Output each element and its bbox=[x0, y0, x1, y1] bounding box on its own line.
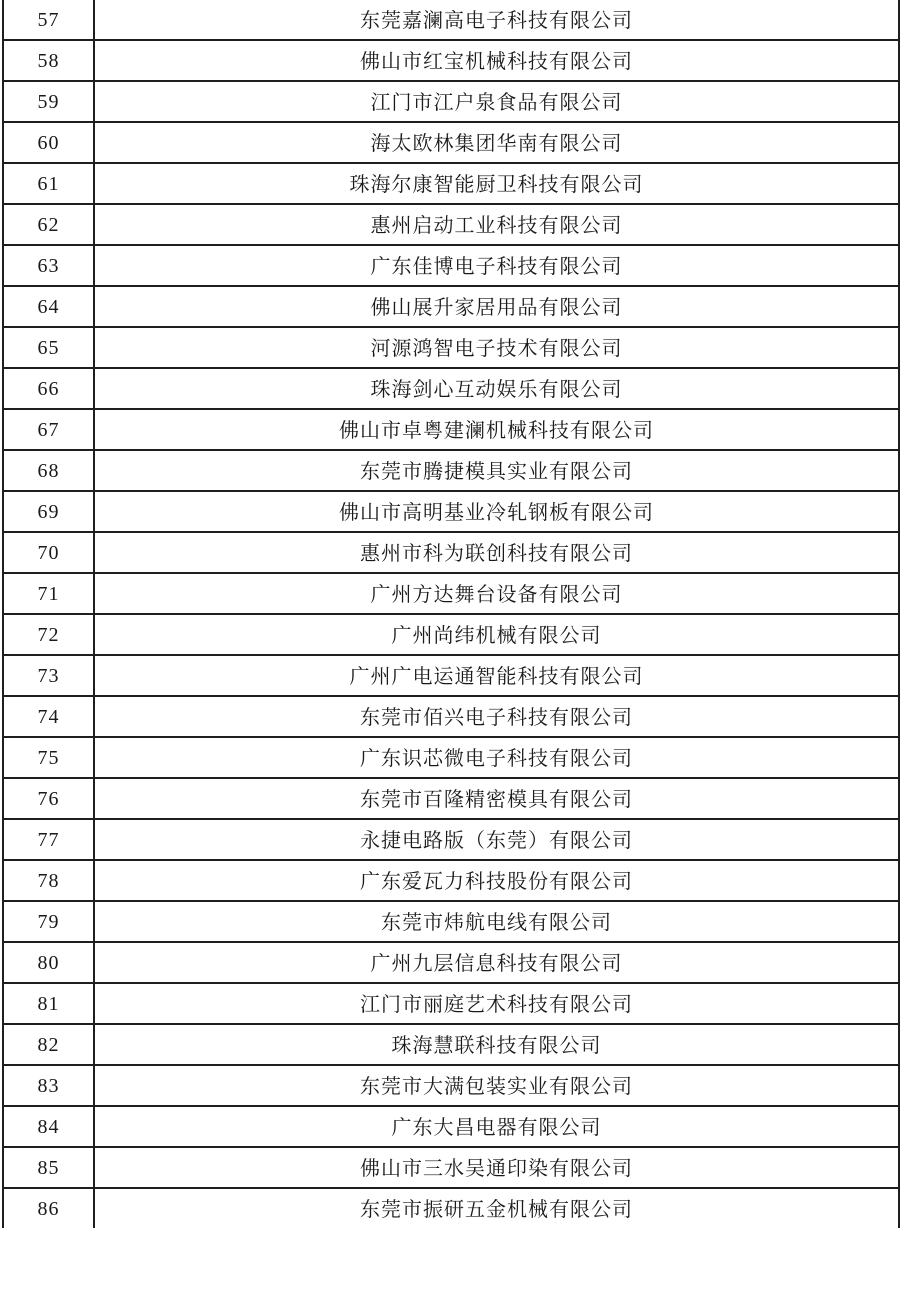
row-number: 75 bbox=[3, 737, 94, 778]
table-row bbox=[3, 983, 899, 1024]
table-row bbox=[3, 1147, 899, 1188]
table-row bbox=[3, 573, 899, 614]
row-number: 85 bbox=[3, 1147, 94, 1188]
table-row bbox=[3, 1188, 899, 1228]
row-number: 67 bbox=[3, 409, 94, 450]
row-number: 82 bbox=[3, 1024, 94, 1065]
company-name: 广东佳博电子科技有限公司 bbox=[94, 245, 899, 286]
row-number: 66 bbox=[3, 368, 94, 409]
table-row bbox=[3, 1106, 899, 1147]
row-number: 65 bbox=[3, 327, 94, 368]
table-row bbox=[3, 491, 899, 532]
row-number: 57 bbox=[3, 0, 94, 40]
table-row bbox=[3, 163, 899, 204]
row-number: 58 bbox=[3, 40, 94, 81]
company-name: 佛山市高明基业冷轧钢板有限公司 bbox=[94, 491, 899, 532]
table-row bbox=[3, 409, 899, 450]
table-row bbox=[3, 450, 899, 491]
table-row bbox=[3, 614, 899, 655]
company-name: 珠海慧联科技有限公司 bbox=[94, 1024, 899, 1065]
row-number: 64 bbox=[3, 286, 94, 327]
company-name: 广州方达舞台设备有限公司 bbox=[94, 573, 899, 614]
row-number: 86 bbox=[3, 1188, 94, 1228]
company-name: 东莞市佰兴电子科技有限公司 bbox=[94, 696, 899, 737]
company-list-table bbox=[2, 0, 900, 1228]
company-name: 东莞市腾捷模具实业有限公司 bbox=[94, 450, 899, 491]
row-number: 71 bbox=[3, 573, 94, 614]
company-name: 广州九层信息科技有限公司 bbox=[94, 942, 899, 983]
table-row bbox=[3, 204, 899, 245]
table-row bbox=[3, 40, 899, 81]
row-number: 70 bbox=[3, 532, 94, 573]
row-number: 76 bbox=[3, 778, 94, 819]
company-name: 佛山市三水吴通印染有限公司 bbox=[94, 1147, 899, 1188]
company-name: 东莞市炜航电线有限公司 bbox=[94, 901, 899, 942]
table-row bbox=[3, 696, 899, 737]
row-number: 81 bbox=[3, 983, 94, 1024]
company-name: 海太欧林集团华南有限公司 bbox=[94, 122, 899, 163]
company-name: 东莞嘉澜高电子科技有限公司 bbox=[94, 0, 899, 40]
company-name: 江门市丽庭艺术科技有限公司 bbox=[94, 983, 899, 1024]
table-row bbox=[3, 778, 899, 819]
company-name: 珠海剑心互动娱乐有限公司 bbox=[94, 368, 899, 409]
company-name: 广州广电运通智能科技有限公司 bbox=[94, 655, 899, 696]
row-number: 72 bbox=[3, 614, 94, 655]
table-row bbox=[3, 122, 899, 163]
row-number: 62 bbox=[3, 204, 94, 245]
company-name: 东莞市百隆精密模具有限公司 bbox=[94, 778, 899, 819]
company-name: 惠州市科为联创科技有限公司 bbox=[94, 532, 899, 573]
table-row bbox=[3, 901, 899, 942]
company-name: 广州尚纬机械有限公司 bbox=[94, 614, 899, 655]
table-row bbox=[3, 0, 899, 40]
company-name: 永捷电路版（东莞）有限公司 bbox=[94, 819, 899, 860]
table-row bbox=[3, 245, 899, 286]
company-name: 佛山市卓粤建澜机械科技有限公司 bbox=[94, 409, 899, 450]
row-number: 60 bbox=[3, 122, 94, 163]
table-row bbox=[3, 327, 899, 368]
table-row bbox=[3, 286, 899, 327]
table-row bbox=[3, 81, 899, 122]
table-body bbox=[3, 0, 899, 1228]
table-row bbox=[3, 737, 899, 778]
row-number: 74 bbox=[3, 696, 94, 737]
company-name: 广东爱瓦力科技股份有限公司 bbox=[94, 860, 899, 901]
table-row bbox=[3, 942, 899, 983]
company-name: 广东大昌电器有限公司 bbox=[94, 1106, 899, 1147]
row-number: 84 bbox=[3, 1106, 94, 1147]
row-number: 79 bbox=[3, 901, 94, 942]
company-name: 佛山市红宝机械科技有限公司 bbox=[94, 40, 899, 81]
table-row bbox=[3, 532, 899, 573]
company-name: 江门市江户泉食品有限公司 bbox=[94, 81, 899, 122]
row-number: 80 bbox=[3, 942, 94, 983]
row-number: 69 bbox=[3, 491, 94, 532]
row-number: 59 bbox=[3, 81, 94, 122]
row-number: 77 bbox=[3, 819, 94, 860]
table-row bbox=[3, 819, 899, 860]
company-name: 惠州启动工业科技有限公司 bbox=[94, 204, 899, 245]
row-number: 83 bbox=[3, 1065, 94, 1106]
row-number: 78 bbox=[3, 860, 94, 901]
row-number: 63 bbox=[3, 245, 94, 286]
table-row bbox=[3, 1024, 899, 1065]
company-name: 佛山展升家居用品有限公司 bbox=[94, 286, 899, 327]
company-name: 广东识芯微电子科技有限公司 bbox=[94, 737, 899, 778]
table-row bbox=[3, 655, 899, 696]
company-name: 东莞市大满包装实业有限公司 bbox=[94, 1065, 899, 1106]
company-name: 珠海尔康智能厨卫科技有限公司 bbox=[94, 163, 899, 204]
row-number: 73 bbox=[3, 655, 94, 696]
table-row bbox=[3, 1065, 899, 1106]
company-name: 东莞市振研五金机械有限公司 bbox=[94, 1188, 899, 1228]
table-row bbox=[3, 368, 899, 409]
table-row bbox=[3, 860, 899, 901]
company-name: 河源鸿智电子技术有限公司 bbox=[94, 327, 899, 368]
row-number: 68 bbox=[3, 450, 94, 491]
row-number: 61 bbox=[3, 163, 94, 204]
